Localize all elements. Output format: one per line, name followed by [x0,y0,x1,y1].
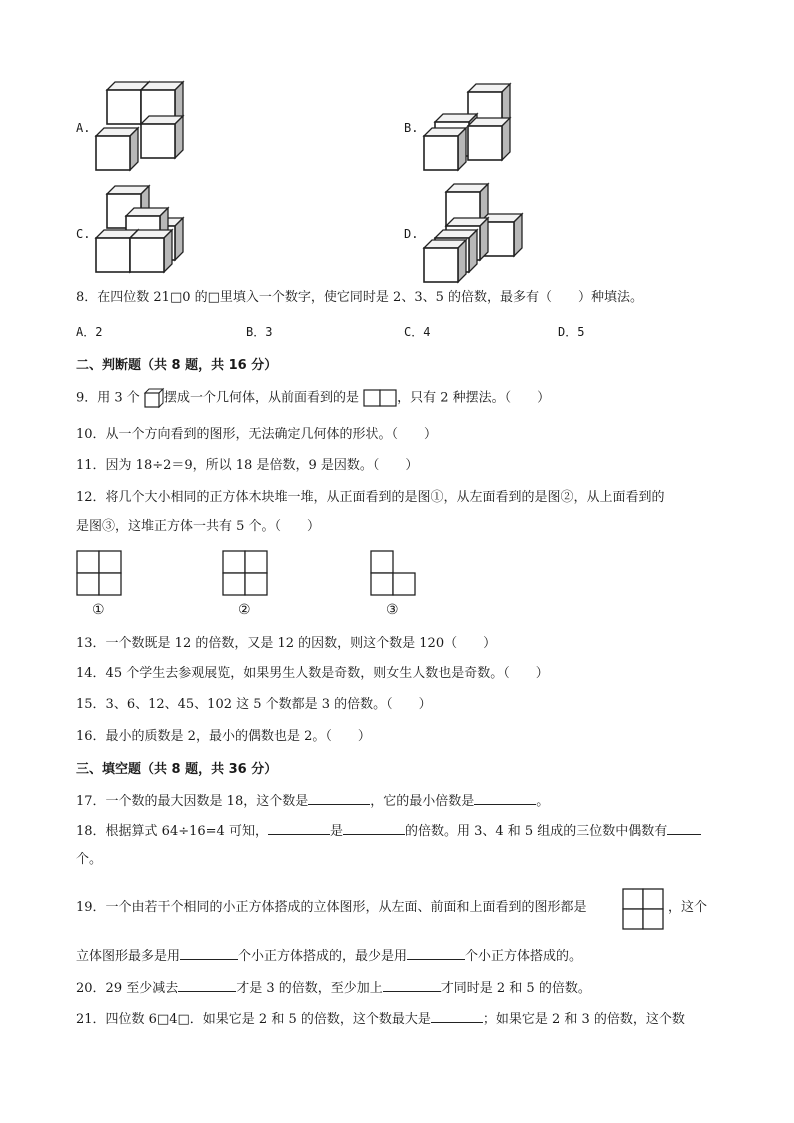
q9-text-c: ，只有 2 种摆法。（ ） [397,390,551,406]
q18-blank-2[interactable] [343,820,405,835]
option-a-figure [96,82,188,174]
q20-text-c: 才同时是 2 和 5 的倍数。 [440,981,591,996]
q9-text-b: 摆成一个几何体，从前面看到的是 [163,390,359,406]
question-20 [76,977,591,999]
question-21 [76,1008,685,1030]
question-10: 10．从一个方向看到的图形，无法确定几何体的形状。（ ） [76,427,438,442]
q19-text-c: 立体图形最多是用 [76,949,181,964]
q20-text-a: 20．29 至少减去 [76,981,179,996]
figure-1-front-view [76,550,124,598]
q19-text-e: 个小正方体搭成的。 [465,949,583,964]
q20-blank-2[interactable] [383,977,441,992]
q19-blank-1[interactable] [180,945,238,960]
question-9 [76,388,550,409]
question-18-line-2: 个。 [76,852,103,867]
q18-text-c: 的倍数。用 3、4 和 5 组成的三位数中偶数有 [404,824,668,839]
question-8: 8．在四位数 21□0 的□里填入一个数字，使它同时是 2、3、5 的倍数，最多有（ ）种填法。 [76,290,643,305]
q8-option-b: B．3 [246,325,273,339]
q18-text-b: 是 [329,824,343,839]
option-d-label: D. [404,227,419,241]
q17-text-c: 。 [536,794,550,809]
section-2-title: 二、判断题（共 8 题，共 16 分） [76,358,278,373]
figure-3-top-view [370,550,418,598]
q21-text-a: 21．四位数 6□4□．如果它是 2 和 5 的倍数，这个数最大是 [76,1012,431,1027]
q8-option-c: C．4 [404,325,431,339]
question-19-line-2 [76,945,582,967]
q17-text-b: ，它的最小倍数是 [370,794,475,809]
q18-blank-1[interactable] [268,820,330,835]
q19-text-a: 19．一个由若干个相同的小正方体搭成的立体图形，从左面、前面和上面看到的图形都是 [76,900,587,915]
option-c-label: C. [76,227,91,241]
question-15: 15．3、6、12、45、102 这 5 个数都是 3 的倍数。（ ） [76,697,432,712]
q9-text-a: 9．用 3 个 [76,390,140,406]
q17-text-a: 17．一个数的最大因数是 18，这个数是 [76,794,309,809]
figure-3-caption: ③ [386,602,399,618]
q19-view-grid-icon [622,888,664,930]
q8-option-d: D．5 [558,325,585,339]
question-18-line-1 [76,820,701,842]
option-d-figure [424,184,528,284]
figure-2-left-view [222,550,270,598]
q21-blank-1[interactable] [431,1008,483,1023]
q19-blank-2[interactable] [407,945,465,960]
q18-blank-3[interactable] [667,820,701,835]
question-12-line-1: 12．将几个大小相同的正方体木块堆一堆，从正面看到的是图①，从左面看到的是图②，从上面看到的 [76,490,665,505]
q8-option-a: A．2 [76,325,103,339]
question-16: 16．最小的质数是 2，最小的偶数也是 2。（ ） [76,729,371,744]
option-c-figure [96,186,188,278]
question-11: 11．因为 18÷2＝9，所以 18 是倍数，9 是因数。（ ） [76,458,419,473]
figure-1-caption: ① [92,602,105,618]
q17-blank-2[interactable] [474,790,536,805]
option-b-label: B. [404,121,419,135]
question-17 [76,790,549,812]
question-13: 13．一个数既是 12 的倍数，又是 12 的因数，则这个数是 120（ ） [76,636,497,651]
q19-text-d: 个小正方体搭成的，最少是用 [238,949,408,964]
question-14: 14．45 个学生去参观展览，如果男生人数是奇数，则女生人数也是奇数。（ ） [76,666,549,681]
figure-2-caption: ② [238,602,251,618]
question-19-line-1 [76,898,587,918]
q19-text-b: ，这个 [668,900,708,915]
q18-text-a: 18．根据算式 64÷16=4 可知， [76,824,268,839]
small-cube-icon [144,388,164,408]
q17-blank-1[interactable] [308,790,370,805]
section-3-title: 三、填空题（共 8 题，共 36 分） [76,762,278,777]
q20-text-b: 才是 3 的倍数，至少加上 [236,981,383,996]
option-a-label: A. [76,121,91,135]
question-12-line-2: 是图③，这堆正方体一共有 5 个。（ ） [76,519,321,534]
front-view-two-squares-icon [363,389,397,407]
q21-text-b: ；如果它是 2 和 3 的倍数，这个数 [482,1012,685,1027]
q20-blank-1[interactable] [178,977,236,992]
option-b-figure [424,84,516,176]
